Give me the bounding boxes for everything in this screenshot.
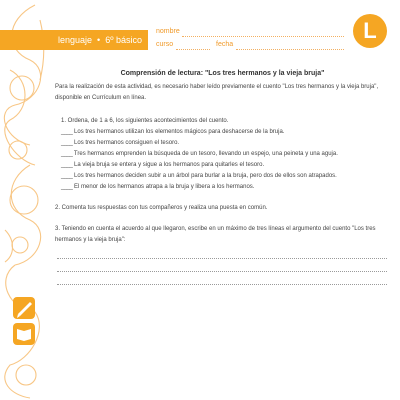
order-blank[interactable]: ____	[61, 140, 73, 146]
ordering-item	[55, 138, 390, 149]
intro-text: Para la realización de esta actividad, es necesario haber leído previamente el cuento "Los tres hermanos y la vieja bruja", disponible en Currículum en línea.	[55, 84, 379, 101]
subject-heading: lenguaje • 6º básico	[58, 35, 142, 45]
subject-name: lenguaje	[58, 35, 93, 45]
order-blank[interactable]: ____	[61, 184, 73, 190]
ordering-item-text: Los tres hermanos utilizan los elementos mágicos para deshacerse de la bruja.	[72, 129, 285, 135]
book-icon	[0, 0, 50, 400]
course-label: curso	[156, 41, 174, 48]
ordering-item-text: El menor de los hermanos atrapa a la bruja y libera a los hermanos.	[72, 184, 255, 190]
answer-line-3[interactable]	[57, 272, 387, 285]
answer-line-2[interactable]	[57, 259, 387, 272]
ordering-item-text: Los tres hermanos deciden subir a un árbol para burlar a la bruja, pero dos de ellos son atrapados.	[72, 173, 337, 179]
ordering-item-text: Tres hermanos emprenden la búsqueda de un tesoro, llevando un espejo, una peineta y una aguja.	[72, 151, 338, 157]
answer-line-1[interactable]	[57, 246, 387, 259]
question-2-text: 2. Comenta tus respuestas con tus compañeros y realiza una puesta en común.	[55, 205, 268, 211]
ordering-item	[55, 171, 390, 182]
name-field[interactable]	[182, 36, 344, 37]
ordering-item	[55, 149, 390, 160]
grade-label: 6º básico	[105, 35, 142, 45]
ordering-item	[55, 160, 390, 171]
order-blank[interactable]: ____	[61, 173, 73, 179]
name-label: nombre	[156, 28, 180, 35]
ordering-item-text: La vieja bruja se entera y sigue a los hermanos para quitarles el tesoro.	[72, 162, 265, 168]
worksheet-body	[55, 68, 390, 285]
order-blank[interactable]: ____	[61, 162, 73, 168]
question-1-items	[55, 127, 390, 193]
ordering-item	[55, 182, 390, 193]
worksheet-title: Comprensión de lectura: "Los tres hermanos y la vieja bruja"	[120, 70, 325, 77]
question-3-text: 3. Teniendo en cuenta el acuerdo al que llegaron, escribe en un máximo de tres líneas el argumento del cuento "Los tres hermanos y la vieja bruja":	[55, 226, 376, 243]
date-label: fecha	[216, 41, 234, 48]
order-blank[interactable]: ____	[61, 151, 73, 157]
order-blank[interactable]: ____	[61, 129, 73, 135]
ordering-item	[55, 127, 390, 138]
ordering-item-text: Los tres hermanos consiguen el tesoro.	[72, 140, 180, 146]
decorative-sidebar	[0, 0, 50, 400]
course-field[interactable]	[176, 49, 210, 50]
subject-logo: L	[353, 14, 387, 48]
question-1-prompt: 1. Ordena, de 1 a 6, los siguientes acontecimientos del cuento.	[61, 118, 229, 124]
date-field[interactable]	[236, 49, 344, 50]
